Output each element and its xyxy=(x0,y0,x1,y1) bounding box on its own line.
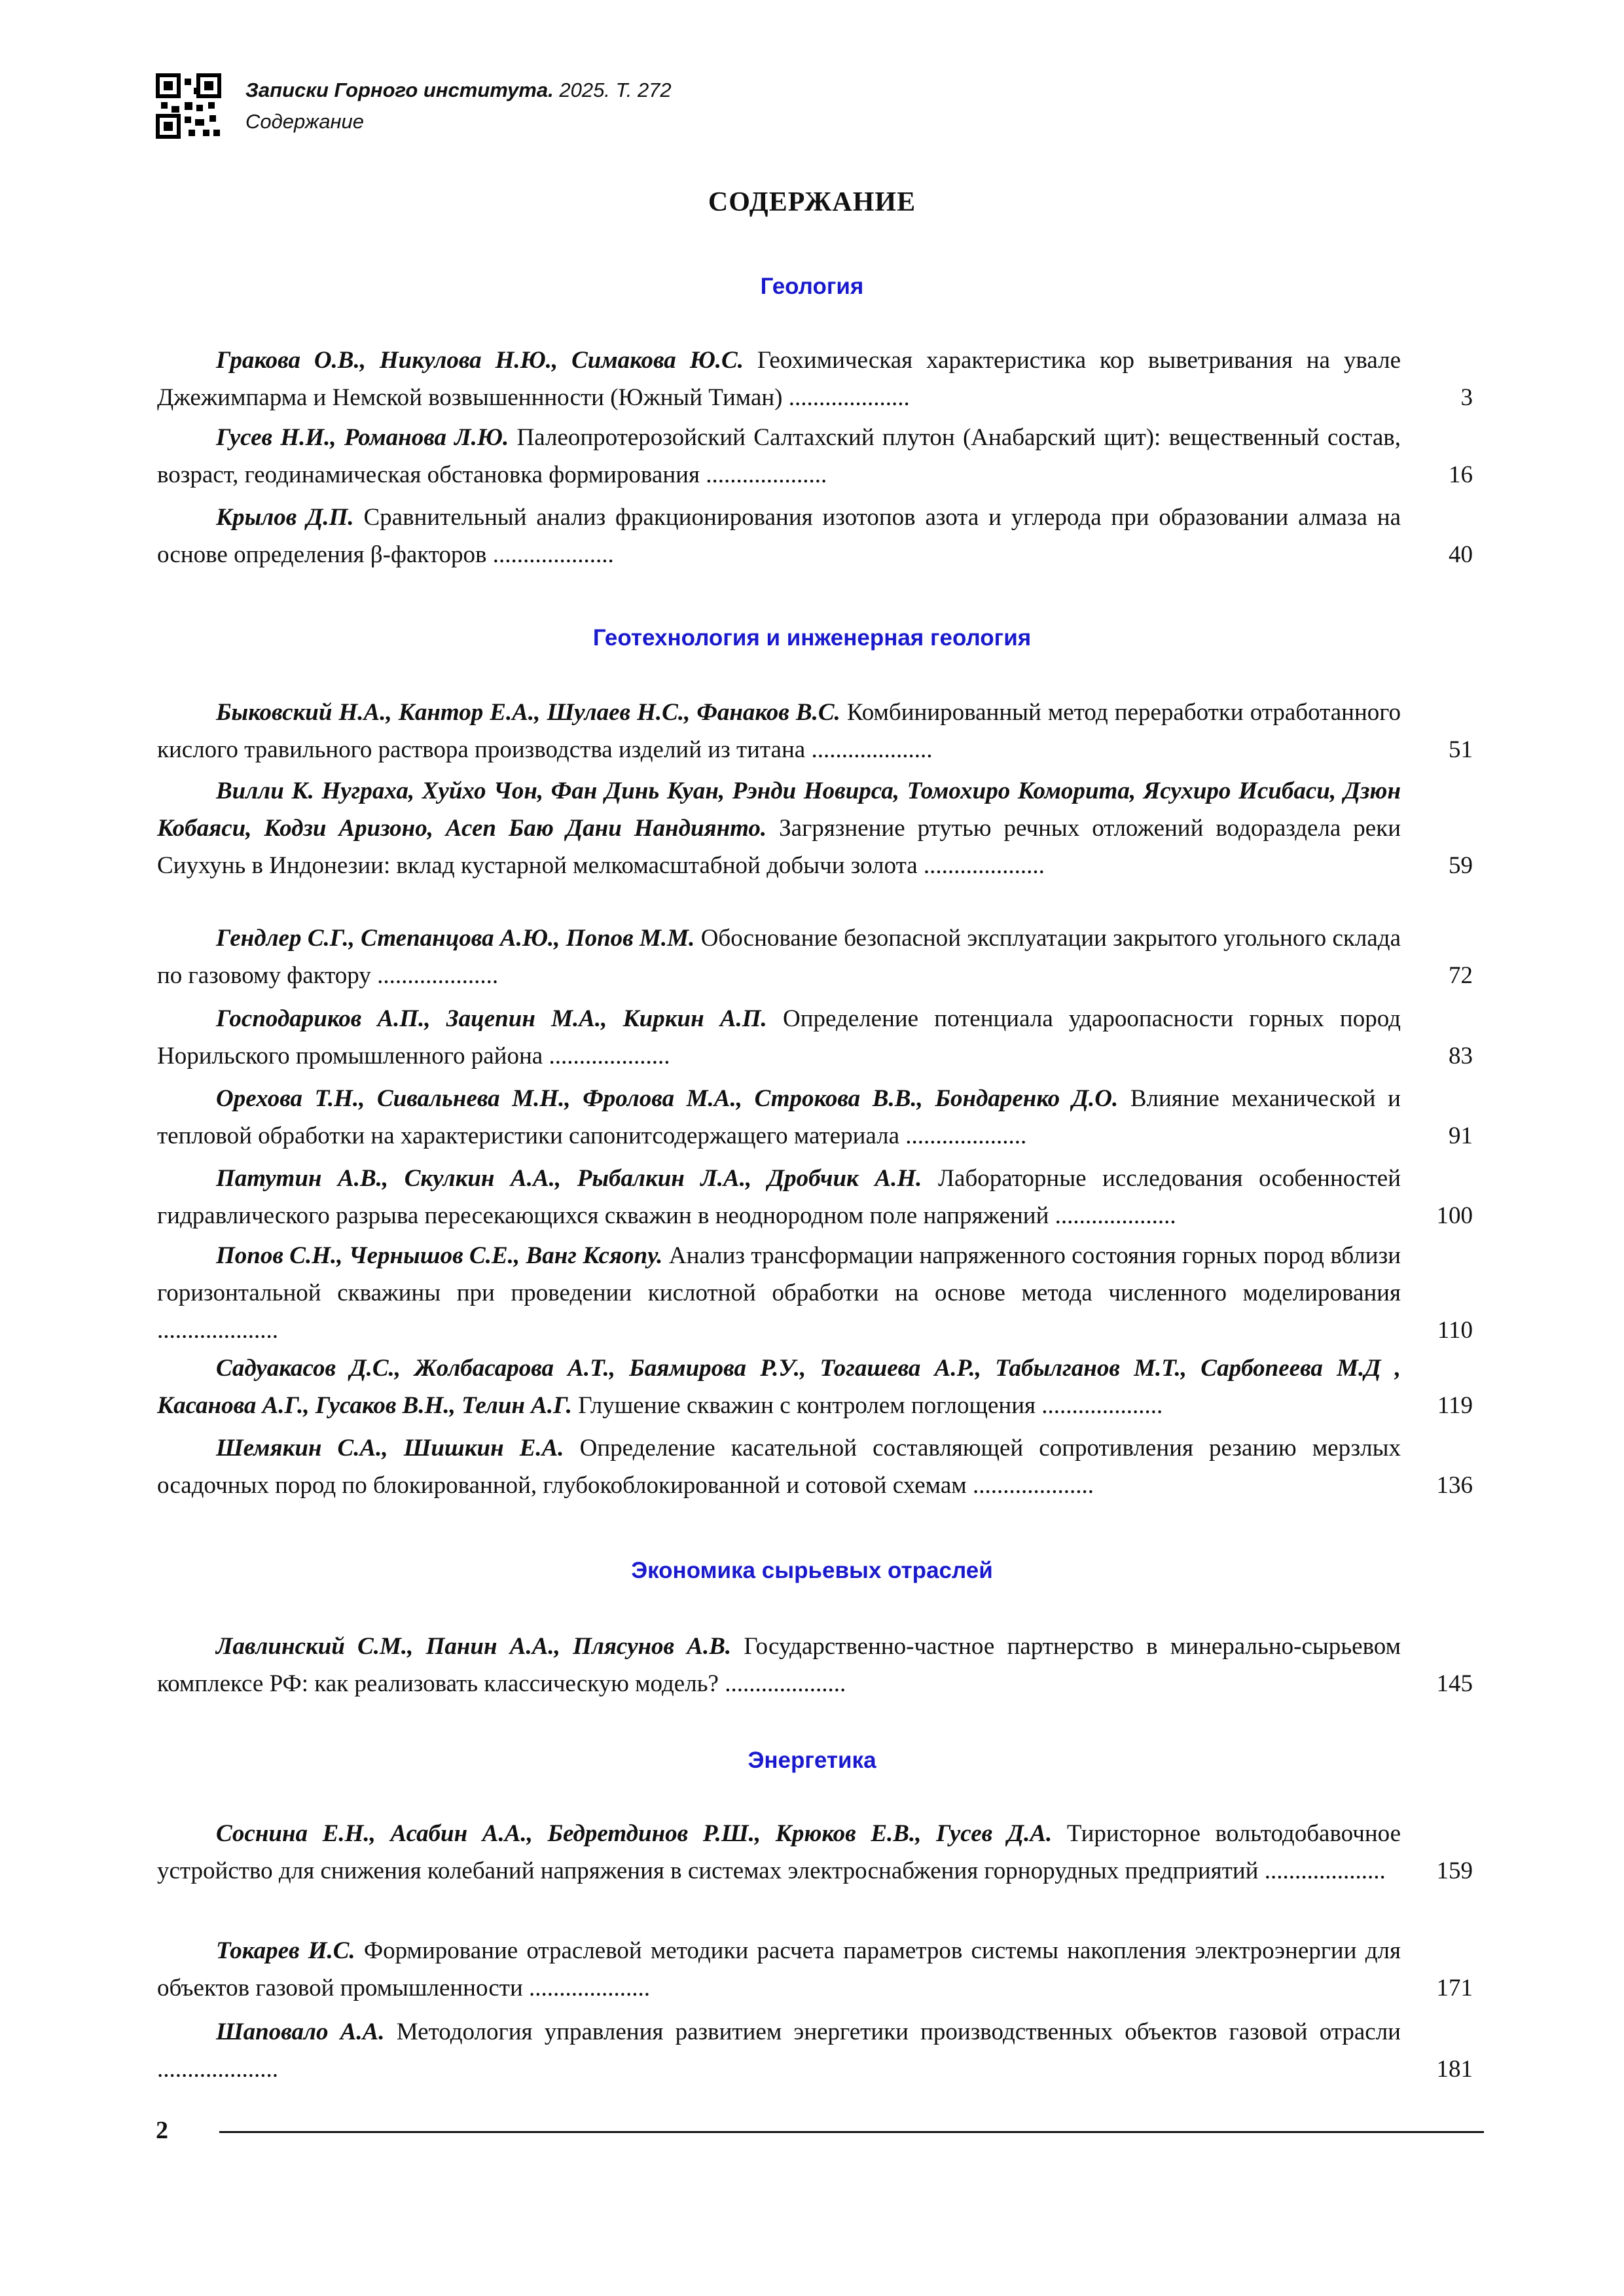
entry-authors: Быковский Н.А., Кантор Е.А., Шулаев Н.С., Фанаков В.С. xyxy=(216,699,840,726)
entry-authors: Соснина Е.Н., Асабин А.А., Бедретдинов Р.Ш., Крюков Е.В., Гусев Д.А. xyxy=(216,1820,1053,1847)
dot-leader: .................... xyxy=(486,541,614,568)
entry-page: 181 xyxy=(1436,2056,1473,2083)
toc-entry xyxy=(157,1429,1473,1504)
entry-authors: Попов С.Н., Чернышов С.Е., Ванг Ксяопу. xyxy=(216,1242,663,1269)
entry-page: 159 xyxy=(1436,1857,1473,1884)
section-heading: Энергетика xyxy=(748,1748,876,1773)
toc-entry xyxy=(157,694,1473,768)
entry-title: Палеопротерозойский Салтахский плутон (Анабарский щит): вещественный состав, возраст, геодинамическая обстановка формирования xyxy=(157,424,1401,488)
entry-page: 171 xyxy=(1436,1975,1473,2001)
entry-title: Тиристорное вольтодобавочное устройство для снижения колебаний напряжения в системах электроснабжения горнорудных предприятий xyxy=(157,1820,1401,1884)
page-title: СОДЕРЖАНИЕ xyxy=(708,187,916,217)
toc-entry xyxy=(157,1080,1473,1155)
entry-title: Определение потенциала удароопасности горных пород Норильского промышленного района xyxy=(157,1005,1401,1069)
entry-title: Анализ трансформации напряженного состояния горных пород вблизи горизонтальной скважины при проведении кислотной обработки на основе метода численного моделирования xyxy=(157,1242,1401,1306)
dot-leader: .................... xyxy=(543,1043,670,1069)
journal-issue: 2025. Т. 272 xyxy=(553,79,672,101)
entry-authors: Шаповало А.А. xyxy=(216,2018,385,2045)
dot-leader: .................... xyxy=(917,852,1045,879)
entry-page: 83 xyxy=(1449,1043,1473,1069)
journal-section: Содержание xyxy=(245,110,365,133)
entry-title: Государственно-частное партнерство в минерально-сырьевом комплексе РФ: как реализовать классическую модель? xyxy=(157,1633,1401,1697)
entry-authors: Орехова Т.Н., Сивальнева М.Н., Фролова М.А., Строкова В.В., Бондаренко Д.О. xyxy=(216,1085,1119,1112)
entry-page: 119 xyxy=(1437,1392,1473,1419)
entry-page: 51 xyxy=(1449,736,1473,763)
entry-page: 3 xyxy=(1460,384,1473,411)
entry-title: Комбинированный метод переработки отработанного кислого травильного раствора производства изделий из титана xyxy=(157,699,1401,763)
entry-page: 100 xyxy=(1436,1202,1473,1229)
dot-leader: .................... xyxy=(699,461,827,488)
dot-leader: .................... xyxy=(1049,1202,1176,1229)
entry-page: 40 xyxy=(1449,541,1473,568)
dot-leader: .................... xyxy=(718,1670,846,1697)
dot-leader: .................... xyxy=(966,1472,1094,1499)
toc-entry xyxy=(157,1815,1473,1890)
toc-entry xyxy=(157,499,1473,573)
toc-entry xyxy=(157,2013,1473,2088)
dot-leader: .................... xyxy=(899,1122,1027,1149)
toc-entry xyxy=(157,1000,1473,1075)
entry-authors: Гендлер С.Г., Степанцова А.Ю., Попов М.М. xyxy=(216,925,695,952)
entry-authors: Господариков А.П., Зацепин М.А., Киркин А.П. xyxy=(216,1005,767,1032)
toc-entry xyxy=(157,1932,1473,2007)
entry-authors: Крылов Д.П. xyxy=(216,504,354,531)
dot-leader: .................... xyxy=(522,1975,651,2001)
entry-authors: Гусев Н.И., Романова Л.Ю. xyxy=(216,424,509,451)
entry-page: 16 xyxy=(1449,461,1473,488)
dot-leader: .................... xyxy=(1036,1392,1163,1419)
toc-entry xyxy=(157,419,1473,493)
entry-authors: Вилли К. Нуграха, Хуйхо Чон, Фан Динь Куан, Рэнди Новирса, Томохиро Коморита, Ясухиро Исибаси, Дзюн Кобаяси, Кодзи Аризоно, Асеп Баю Дани Нандиянто. xyxy=(157,778,1401,842)
toc-entry xyxy=(157,772,1473,884)
entry-authors: Патутин А.В., Скулкин А.А., Рыбалкин Л.А., Дробчик А.Н. xyxy=(216,1165,922,1192)
dot-leader: .................... xyxy=(805,736,933,763)
page-number: 2 xyxy=(156,2117,168,2144)
dot-leader: .................... xyxy=(157,2056,278,2083)
qr-code xyxy=(156,73,221,139)
entry-title: Влияние механической и тепловой обработки на характеристики сапонитсодержащего материала xyxy=(157,1085,1401,1149)
section-heading: Геология xyxy=(760,274,864,299)
entry-authors: Гракова О.В., Никулова Н.Ю., Симакова Ю.С. xyxy=(216,347,744,374)
entry-authors: Лавлинский С.М., Панин А.А., Плясунов А.В. xyxy=(216,1633,732,1660)
toc-entry xyxy=(157,1628,1473,1702)
entry-title: Лабораторные исследования особенностей гидравлического разрыва пересекающихся скважин в неоднородном поле напряжений xyxy=(157,1165,1401,1229)
entry-title: Геохимическая характеристика кор выветривания на увале Джежимпарма и Немской возвышеннности (Южный Тиман) xyxy=(157,347,1401,411)
dot-leader: .................... xyxy=(370,962,499,989)
toc-entry xyxy=(157,1160,1473,1234)
entry-title: Определение касательной составляющей сопротивления резанию мерзлых осадочных пород по блокированной, глубокоблокированной и сотовой схемам xyxy=(157,1435,1401,1499)
entry-authors: Шемякин С.А., Шишкин Е.А. xyxy=(216,1435,564,1462)
entry-title: Глушение скважин с контролем поглощения xyxy=(571,1392,1036,1419)
entry-page: 59 xyxy=(1449,852,1473,879)
entry-title: Формирование отраслевой методики расчета параметров системы накопления электроэнергии для объектов газовой промышленности xyxy=(157,1937,1401,2001)
dot-leader: .................... xyxy=(157,1317,278,1344)
journal-name: Записки Горного института. xyxy=(245,79,554,101)
entry-title: Сравнительный анализ фракционирования изотопов азота и углерода при образовании алмаза на основе определения β-факторов xyxy=(157,504,1401,568)
toc-entry xyxy=(157,342,1473,416)
entry-authors: Садуакасов Д.С., Жолбасарова А.Т., Баямирова Р.У., Тогашева А.Р., Табылганов М.Т., Сарбопеева М.Д , Касанова А.Г., Гусаков В.Н., Телин А.Г. xyxy=(157,1355,1401,1419)
toc-entry xyxy=(157,1237,1473,1349)
toc-entry xyxy=(157,920,1473,994)
section-heading: Экономика сырьевых отраслей xyxy=(631,1558,993,1583)
entry-page: 110 xyxy=(1437,1317,1473,1344)
entry-title: Методология управления развитием энергетики производственных объектов газовой отрасли xyxy=(384,2018,1401,2045)
entry-page: 91 xyxy=(1449,1122,1473,1149)
entry-authors: Токарев И.С. xyxy=(216,1937,355,1964)
journal-header xyxy=(245,75,672,137)
dot-leader: .................... xyxy=(782,384,910,411)
entry-page: 136 xyxy=(1436,1472,1473,1499)
entry-page: 72 xyxy=(1449,962,1473,989)
dot-leader: .................... xyxy=(1258,1857,1386,1884)
entry-title: Обоснование безопасной эксплуатации закрытого угольного склада по газовому фактору xyxy=(157,925,1401,989)
footer-rule xyxy=(219,2131,1484,2133)
entry-page: 145 xyxy=(1436,1670,1473,1697)
section-heading: Геотехнология и инженерная геология xyxy=(592,625,1032,651)
entry-title: Загрязнение ртутью речных отложений водораздела реки Сиухунь в Индонезии: вклад кустарной мелкомасштабной добычи золота xyxy=(157,815,1401,879)
toc-entry xyxy=(157,1350,1473,1424)
